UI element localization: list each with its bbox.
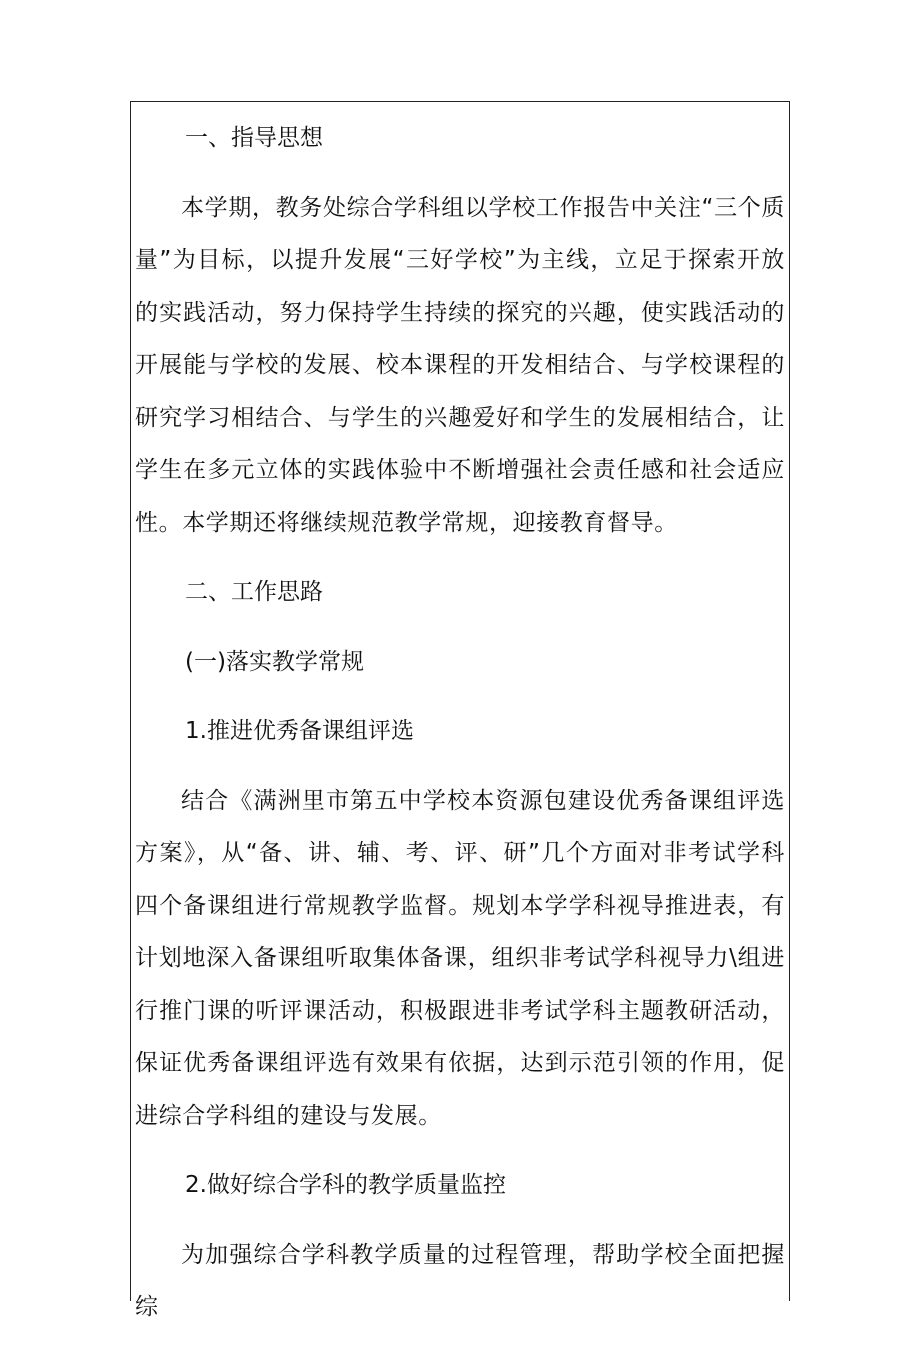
paragraph-lesson-prep-group: 结合《满洲里市第五中学校本资源包建设优秀备课组评选方案》，从“备、讲、辅、考、评、研”几个方面对非考试学科四个备课组进行常规教学监督。规划本学学科视导推进表，有计划地深入备课组听取集体备课，组织非考试学科视导力\组进行推门课的听评课活动，积极跟进非考试学科主题教研活动，保证优秀备课组评选有效果有依据，达到示范引领的作用，促进综合学科组的建设与发展。 xyxy=(135,787,785,1129)
item-heading-lesson-prep-group: 1.推进优秀备课组评选 xyxy=(185,718,414,744)
item-heading-quality-monitoring: 2.做好综合学科的教学质量监控 xyxy=(185,1172,506,1198)
section-heading-work-approach: 二、工作思路 xyxy=(185,579,323,605)
subsection-heading-teaching-routine: (一)落实教学常规 xyxy=(185,648,364,675)
section-heading-guiding-ideology: 一、指导思想 xyxy=(185,125,323,151)
paragraph-quality-monitoring: 为加强综合学科教学质量的过程管理，帮助学校全面把握综 xyxy=(135,1241,785,1320)
paragraph-guiding-ideology: 本学期，教务处综合学科组以学校工作报告中关注“三个质量”为目标，以提升发展“三好学校”为主线，立足于探索开放的实践活动，努力保持学生持续的探究的兴趣，使实践活动的开展能与学校的发展、校本课程的开发相结合、与学校课程的研究学习相结合、与学生的兴趣爱好和学生的发展相结合，让学生在多元立体的实践体验中不断增强社会责任感和社会适应性。本学期还将继续规范教学常规，迎接教育督导。 xyxy=(135,194,785,536)
document-body xyxy=(135,112,785,1351)
